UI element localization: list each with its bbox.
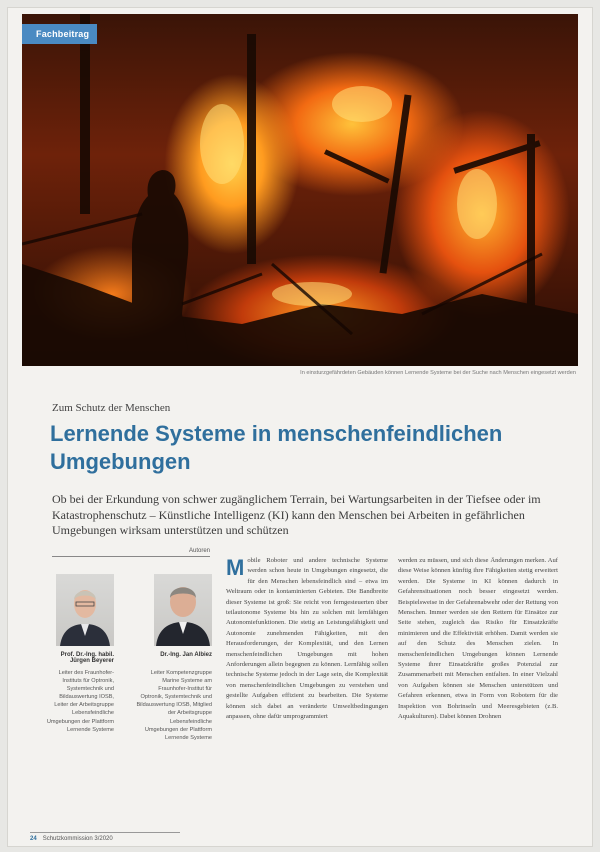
author-bio-beyerer: Leiter des Fraunhofer-Instituts für Optronik, Systemtechnik und Bildauswertung IOSB, Leiter der Arbeitsgruppe Lebensfeindliche Umgebungen der Plattform Lernende Systeme (46, 670, 114, 733)
section-tag: Fachbeitrag (22, 24, 97, 44)
article-kicker: Zum Schutz der Menschen (52, 402, 171, 414)
publication-name: Schutzkommission 3/2020 (42, 836, 113, 842)
fire-scene-illustration (22, 14, 578, 366)
author-photo-albiez (154, 574, 212, 646)
portrait-silhouette-icon (154, 574, 212, 646)
page-footer (30, 836, 113, 842)
fire-photo (22, 14, 578, 366)
article-lead: Ob bei der Erkundung von schwer zugänglichem Terrain, bei Wartungsarbeiten in der Tiefsee oder im Katastrophenschutz – Künstliche Intelligenz (KI) kann den Menschen bei Arbeiten in gefährlichen Umgebungen wirksam unterstützen und schützen (52, 492, 541, 537)
body-text-col1: obile Roboter und andere technische Systeme werden schon heute in Umgebungen eingesetzt, die für den Menschen lebensfeindlich sind – etwa im Weltraum oder in kontaminierten Gebieten. Die Bandbreite dieser Systeme ist groß: Sie reicht von ferngesteuerten über teilautonome Systeme bis hin zu solchen mit lernfähigen Autonomiefunktionen. Die stetig an Leistungsfähigkeit und Autonomie zunehmenden Fähigkeiten, mit den Herausforderungen, der Komplexität, und den Lernen menschenfeindlichen Umgebungen mit hohen Anforderungen allein begegnen zu können. Lernfähig sollen technische Systeme jedoch in der Lage sein, die Komplexität von menschenfeindlichen Umgebungen zu verstehen und gestellte Aufgaben effizient zu bearbeiten. Die Systeme können sich dabei an veränderte Umweltbedingungen anpassen, ohne dafür umprogrammiert (226, 557, 388, 721)
article-headline: Lernende Systeme in menschenfeindlichen Umgebungen (50, 421, 503, 474)
author-bio-albiez: Leiter Kompetenzgruppe Marine Systeme am Fraunhofer-Institut für Optronik, Systemtechnik und Bildauswertung IOSB, Mitglied der Arbeitsgruppe Lebensfeindliche Umgebungen der Plattform Lernende Systeme (136, 670, 212, 741)
author-name-albiez: Dr.-Ing. Jan Albiez (160, 652, 212, 658)
page-number: 24 (30, 836, 37, 842)
body-column-2 (398, 556, 558, 723)
authors-label: Autoren (52, 548, 210, 557)
author-photo-beyerer (56, 574, 114, 646)
body-text-col2: werden zu müssen, und sich diese Änderungen merken. Auf diese Weise können künftig ihre Fähigkeiten stetig erweitert werden. Die Systeme in KI können dadurch in Gefahrensituationen noch besser eingesetzt werden. Beispielsweise in der Gefahrenabwehr oder der Rettung von Menschen. Immer werden sie den Rettern für Einsätze zur Seite stehen, zugleich das Risiko für Einsatzkräfte minimieren und die Effektivität erhöhen. Damit werden sie auf den Schutz des Menschen zielen. In menschenfeindlichen Umgebungen können Lernende Systeme ihrer Einsatzkräfte großes Potenzial zur Zusammenarbeit mit Menschen entfalten. In einer Vielzahl von Aufgaben können sie Menschen unterstützen und Gefahren erkennen, etwa in Form von Robotern für die Inspektion von Bohrinseln und Meeresgebieten (z.B. Aquakulturen). Dabei können Drohnen (398, 557, 558, 721)
portrait-silhouette-icon (56, 574, 114, 646)
photo-caption: In einsturzgefährdeten Gebäuden können Lernende Systeme bei der Suche nach Menschen eingesetzt werden (300, 370, 576, 376)
body-column-1 (226, 556, 388, 723)
author-name-beyerer: Prof. Dr.-Ing. habil. Jürgen Beyerer (60, 652, 114, 664)
footer-rule (30, 832, 180, 833)
drop-cap: M (226, 555, 245, 580)
